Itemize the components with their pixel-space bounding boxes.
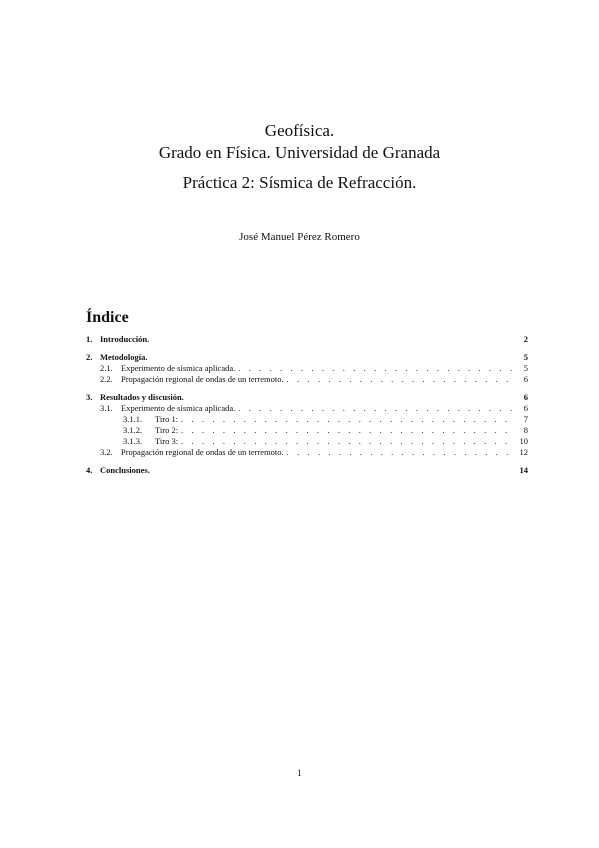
toc-entry-title: Experimento de sísmica aplicada.	[121, 363, 236, 373]
title-degree: Grado en Física. Universidad de Granada	[158, 143, 441, 162]
toc-entry-title: Tiro 3:	[155, 436, 179, 446]
toc-entry-page: 7	[523, 414, 528, 424]
toc-entry-title: Tiro 1:	[155, 414, 179, 424]
toc-entry-page: 2	[523, 334, 528, 344]
toc-entry-title: Tiro 2:	[155, 425, 179, 435]
page-number: 1	[297, 768, 302, 778]
table-of-contents	[86, 334, 528, 476]
toc-entry-page: 8	[523, 425, 528, 435]
toc-entry-number: 2.	[86, 352, 93, 362]
toc-entry-number: 2.2.	[100, 374, 113, 384]
toc-heading: Índice	[86, 309, 129, 326]
toc-entry-title: Introducción.	[100, 334, 150, 344]
toc-entry-2-1[interactable]	[86, 363, 528, 374]
title-practice: Práctica 2: Sísmica de Refracción.	[182, 173, 417, 192]
toc-entry-title: Resultados y discusión.	[100, 392, 184, 402]
toc-entry-page: 6	[523, 374, 528, 384]
toc-dot-leader	[287, 374, 515, 385]
toc-entry-title: Conclusiones.	[100, 465, 150, 475]
toc-entry-2-2[interactable]	[86, 374, 528, 385]
title-block	[0, 120, 599, 194]
author-name: José Manuel Pérez Romero	[239, 231, 360, 243]
toc-entry-number: 1.	[86, 334, 93, 344]
toc-dot-leader	[238, 363, 515, 374]
toc-entry-page: 14	[519, 465, 528, 475]
toc-entry-title: Metodología.	[100, 352, 148, 362]
toc-entry-page: 12	[519, 447, 528, 457]
toc-entry-page: 10	[519, 436, 528, 446]
toc-dot-leader	[181, 436, 515, 447]
toc-entry-number: 3.1.	[100, 403, 113, 413]
toc-entry-conclusiones[interactable]	[86, 465, 528, 476]
toc-entry-number: 3.1.3.	[123, 436, 143, 446]
toc-dot-leader	[287, 447, 515, 458]
toc-entry-title: Propagación regional de ondas de un terremoto.	[121, 447, 284, 457]
toc-entry-3-1[interactable]	[86, 403, 528, 414]
toc-dot-leader	[181, 425, 515, 436]
title-course: Geofísica.	[264, 121, 335, 140]
toc-entry-number: 2.1.	[100, 363, 113, 373]
toc-entry-3-1-1[interactable]	[86, 414, 528, 425]
toc-entry-number: 3.	[86, 392, 93, 402]
toc-dot-leader	[181, 414, 515, 425]
toc-entry-3-1-3[interactable]	[86, 436, 528, 447]
toc-entry-3-1-2[interactable]	[86, 425, 528, 436]
toc-entry-number: 3.2.	[100, 447, 113, 457]
toc-entry-number: 4.	[86, 465, 93, 475]
toc-entry-metodologia[interactable]	[86, 352, 528, 363]
toc-entry-page: 5	[523, 363, 528, 373]
toc-entry-page: 6	[523, 392, 528, 402]
toc-entry-title: Experimento de sísmica aplicada.	[121, 403, 236, 413]
toc-entry-number: 3.1.2.	[123, 425, 143, 435]
toc-entry-page: 6	[523, 403, 528, 413]
toc-entry-page: 5	[523, 352, 528, 362]
toc-entry-resultados[interactable]	[86, 392, 528, 403]
toc-entry-3-2[interactable]	[86, 447, 528, 458]
toc-entry-introduccion[interactable]	[86, 334, 528, 345]
toc-entry-number: 3.1.1.	[123, 414, 143, 424]
toc-dot-leader	[238, 403, 515, 414]
toc-entry-title: Propagación regional de ondas de un terremoto.	[121, 374, 284, 384]
